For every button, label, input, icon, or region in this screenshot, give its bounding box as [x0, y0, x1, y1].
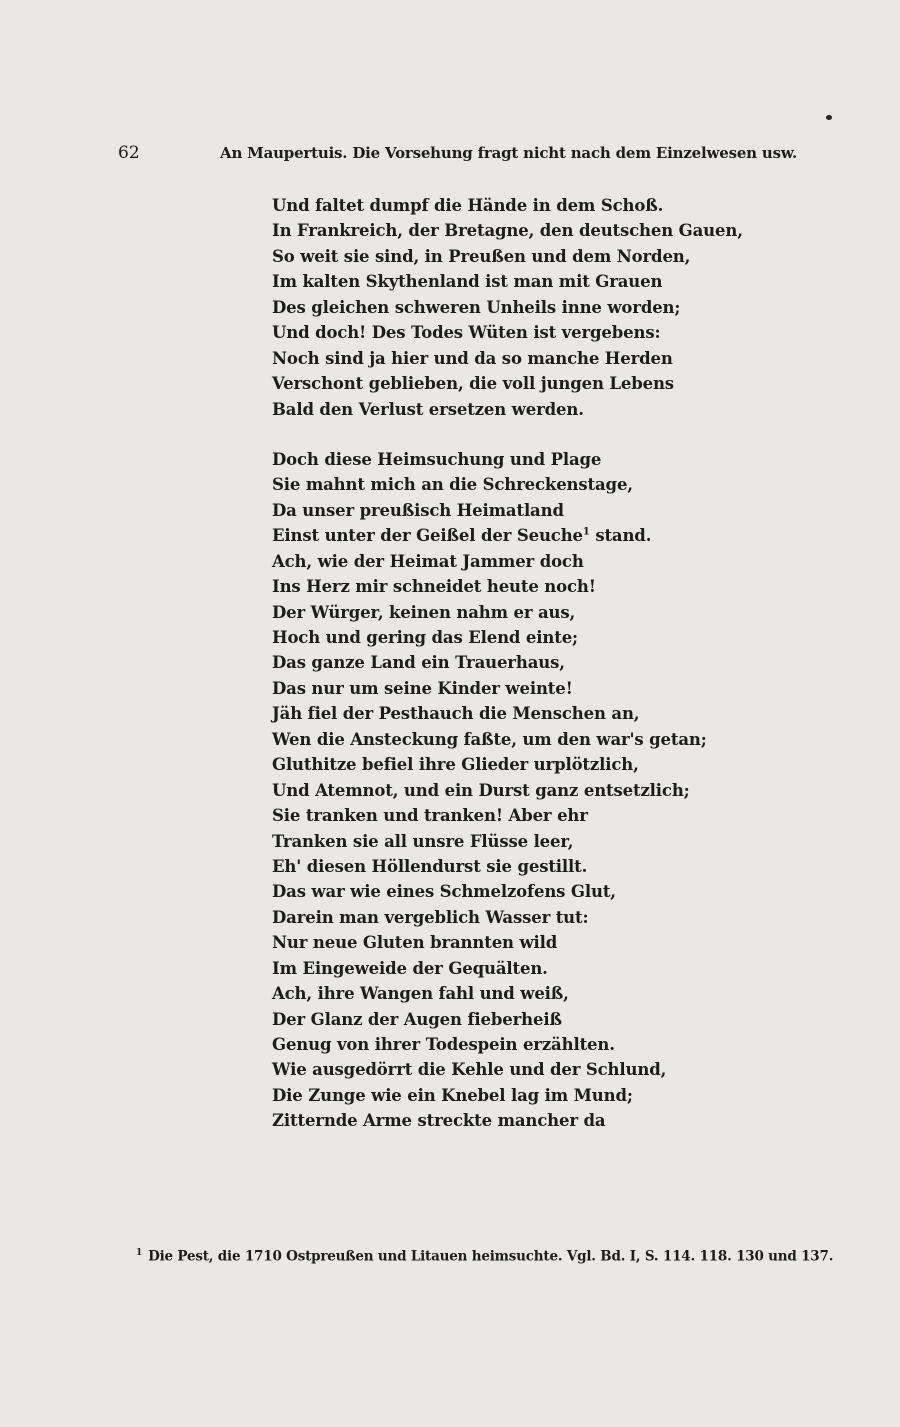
poem-line: Das ganze Land ein Trauerhaus,: [272, 653, 565, 673]
footnote-mark: 1: [136, 1248, 143, 1258]
poem-line: Eh' diesen Höllendurst sie gestillt.: [272, 856, 588, 876]
running-head: An Maupertuis. Die Vorsehung fragt nicht nach dem Einzelwesen usw.: [220, 144, 798, 162]
poem-line-with-footnote: [272, 523, 712, 548]
poem-line: Verschont geblieben, die voll jungen Lebens: [272, 374, 674, 394]
poem-line: Zitternde Arme streckte mancher da: [272, 1111, 606, 1131]
poem-line: Doch diese Heimsuchung und Plage: [272, 449, 602, 469]
poem-line: Genug von ihrer Todespein erzählten.: [272, 1035, 615, 1054]
poem-line: Wen die Ansteckung faßte, um den war's getan;: [272, 729, 707, 749]
poem-line: Tranken sie all unsre Flüsse leer,: [272, 831, 574, 851]
poem-line: Wie ausgedörrt die Kehle und der Schlund,: [272, 1060, 667, 1080]
ink-speck: [826, 115, 832, 120]
poem-line: Das nur um seine Kinder weinte!: [272, 678, 573, 698]
poem-line: Gluthitze befiel ihre Glieder urplötzlich,: [272, 755, 639, 775]
stanza-2: [272, 447, 712, 1134]
poem-line: Noch sind ja hier und da so manche Herden: [272, 348, 673, 368]
poem-line: Und faltet dumpf die Hände in dem Schoß.: [272, 196, 664, 215]
poem-line: Und Atemnot, und ein Durst ganz entsetzlich;: [272, 780, 690, 800]
poem: [272, 193, 743, 1134]
line-text-before-mark: Einst unter der Geißel der Seuche: [272, 526, 583, 546]
poem-line: Ach, wie der Heimat Jammer doch: [272, 551, 584, 571]
poem-line: Die Zunge wie ein Knebel lag im Mund;: [272, 1085, 633, 1105]
poem-line: Des gleichen schweren Unheils inne worden;: [272, 297, 681, 317]
page-header: [118, 143, 798, 169]
poem-line: Sie mahnt mich an die Schreckenstage,: [272, 475, 633, 495]
poem-line: Ach, ihre Wangen fahl und weiß,: [272, 984, 569, 1004]
poem-line: So weit sie sind, in Preußen und dem Norden,: [272, 246, 691, 266]
poem-line: Das war wie eines Schmelzofens Glut,: [272, 882, 616, 902]
stanza-1: [272, 193, 743, 422]
poem-line: Der Würger, keinen nahm er aus,: [272, 602, 576, 622]
poem-line: Darein man vergeblich Wasser tut:: [272, 907, 589, 927]
footnote-text: Die Pest, die 1710 Ostpreußen und Litauen heimsuchte. Vgl. Bd. I, S. 114. 118. 130 und 137.: [148, 1248, 834, 1265]
line-text-after-mark: stand.: [589, 526, 652, 546]
poem-line: Im kalten Skythenland ist man mit Grauen: [272, 272, 663, 292]
poem-line: Der Glanz der Augen fieberheiß: [272, 1009, 562, 1029]
poem-line: Nur neue Gluten brannten wild: [272, 933, 558, 953]
poem-line: Im Eingeweide der Gequälten.: [272, 958, 548, 978]
poem-line: Hoch und gering das Elend einte;: [272, 628, 578, 647]
footnote: [136, 1248, 834, 1265]
poem-line: Ins Herz mir schneidet heute noch!: [272, 577, 596, 597]
poem-line: Da unser preußisch Heimatland: [272, 500, 564, 520]
footnote-reference: 1: [582, 526, 590, 538]
poem-line: Bald den Verlust ersetzen werden.: [272, 399, 584, 419]
poem-line: In Frankreich, der Bretagne, den deutschen Gauen,: [272, 221, 743, 241]
page-number: 62: [118, 143, 140, 163]
poem-line: Und doch! Des Todes Wüten ist vergebens:: [272, 323, 661, 343]
poem-line: Sie tranken und tranken! Aber ehr: [272, 806, 588, 826]
poem-line: Jäh fiel der Pesthauch die Menschen an,: [272, 704, 640, 724]
